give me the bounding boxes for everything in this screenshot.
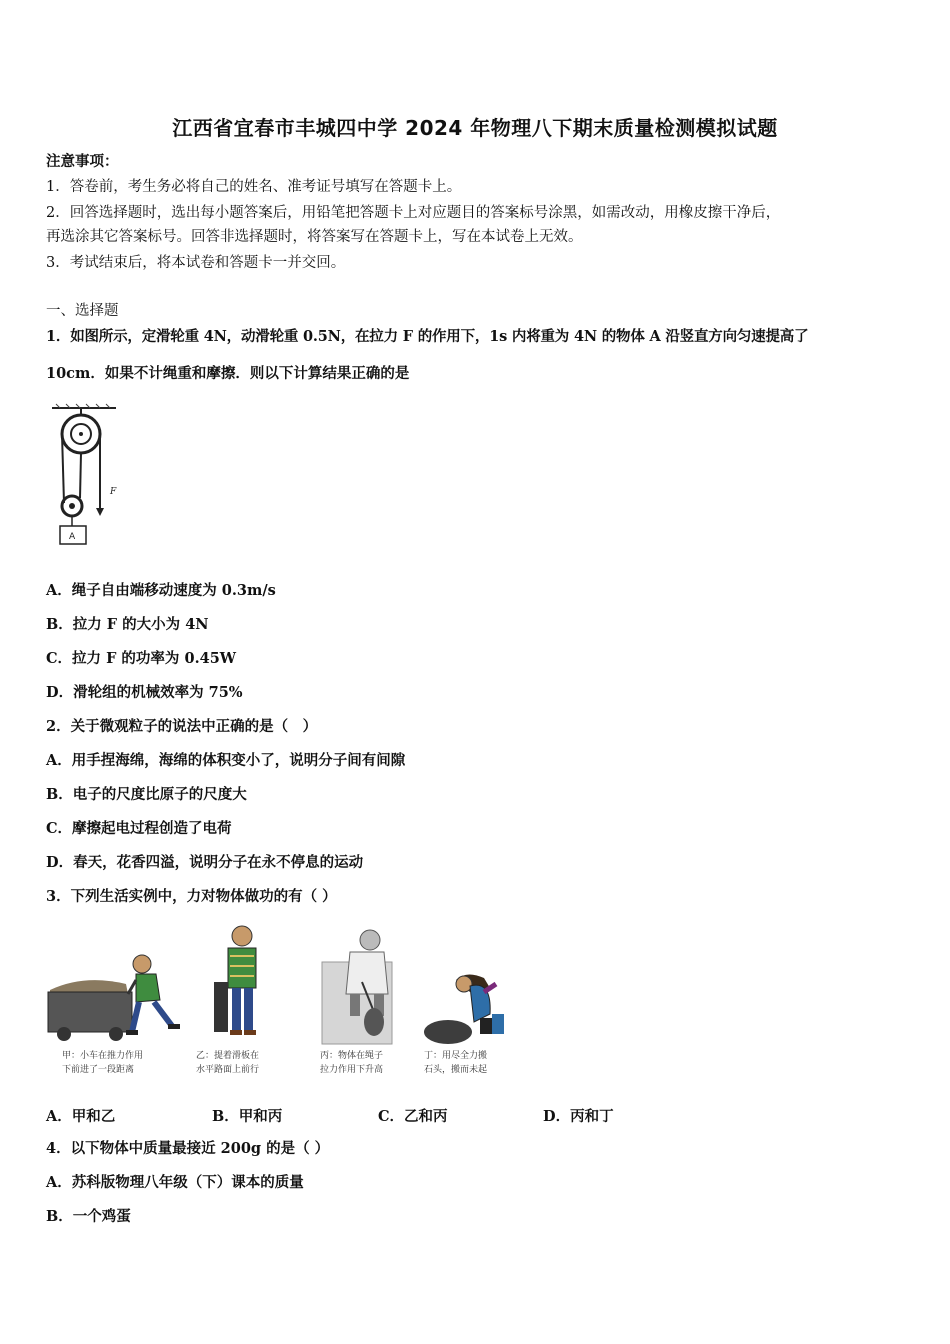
caption-yi: 乙：提着滑板在	[196, 1051, 260, 1061]
caption-jia: 甲：小车在推力作用	[62, 1051, 144, 1061]
page-title: 江西省宜春市丰城四中学 2024 年物理八下期末质量检测模拟试题	[172, 116, 778, 140]
q2-option-d: D．春天，花香四溢，说明分子在永不停息的运动	[46, 854, 364, 871]
q4-stem: 4．以下物体中质量最接近 200g 的是（ ）	[46, 1140, 330, 1157]
q2-option-a: A．用手捏海绵，海绵的体积变小了，说明分子间有间隙	[46, 752, 406, 769]
q1-option-b: B．拉力 F 的大小为 4N	[46, 616, 209, 633]
cart-push-illustration	[48, 955, 180, 1041]
stone-push-illustration	[424, 974, 504, 1044]
force-arrow	[96, 508, 104, 516]
q3-option-c: C．乙和丙	[378, 1108, 448, 1125]
fixed-pulley	[62, 415, 100, 453]
q2-stem: 2．关于微观粒子的说法中正确的是（ ）	[46, 718, 318, 735]
q3-option-a: A．甲和乙	[46, 1108, 116, 1125]
carry-board-illustration	[214, 926, 256, 1035]
work-illustrations	[44, 922, 514, 1087]
notice-item: 再选涂其它答案标号。回答非选择题时，将答案写在答题卡上，写在本试卷上无效。	[46, 229, 583, 245]
q4-option-a: A．苏科版物理八年级（下）课本的质量	[46, 1174, 304, 1191]
movable-pulley	[62, 496, 82, 516]
q1-option-c: C．拉力 F 的功率为 0.45W	[46, 650, 237, 667]
notice-item: 2．回答选择题时，选出每小题答案后，用铅笔把答题卡上对应题目的答案标号涂黑，如需改动，用橡皮擦干净后，	[46, 205, 781, 221]
q3-option-b: B．甲和丙	[212, 1108, 283, 1125]
q1-option-a: A．绳子自由端移动速度为 0.3m/s	[46, 582, 276, 599]
q3-stem: 3．下列生活实例中，力对物体做功的有（ ）	[46, 888, 337, 905]
ceiling	[52, 404, 116, 408]
q2-option-b: B．电子的尺度比原子的尺度大	[46, 786, 247, 803]
caption-ding: 丁：用尽全力搬	[424, 1051, 488, 1061]
rope-lift-illustration	[322, 930, 392, 1044]
q1-stem-line1: 1．如图所示，定滑轮重 4N，动滑轮重 0.5N，在拉力 F 的作用下，1s 内将重为 4N 的物体 A 沿竖直方向匀速提高了	[46, 328, 809, 345]
notice-heading: 注意事项：	[46, 153, 119, 170]
caption-jia: 下前进了一段距离	[62, 1065, 135, 1075]
force-label: F	[110, 487, 117, 497]
q1-option-d: D．滑轮组的机械效率为 75%	[46, 684, 243, 701]
notice-item: 1．答卷前，考生务必将自己的姓名、准考证号填写在答题卡上。	[46, 179, 462, 195]
caption-bing: 拉力作用下升高	[320, 1065, 384, 1075]
caption-yi: 水平路面上前行	[196, 1065, 260, 1075]
q2-option-c: C．摩擦起电过程创造了电荷	[46, 820, 232, 837]
pulley-figure	[44, 398, 134, 548]
q4-option-b: B．一个鸡蛋	[46, 1208, 131, 1225]
caption-ding: 石头，搬而未起	[424, 1065, 488, 1075]
q1-stem-line2: 10cm．如果不计绳重和摩擦．则以下计算结果正确的是	[46, 365, 410, 382]
section-heading: 一、选择题	[46, 303, 119, 319]
notice-item: 3．考试结束后，将本试卷和答题卡一并交回。	[46, 255, 346, 271]
q3-option-d: D．丙和丁	[543, 1108, 614, 1125]
block-label: A	[69, 532, 76, 542]
caption-bing: 丙：物体在绳子	[320, 1051, 384, 1061]
